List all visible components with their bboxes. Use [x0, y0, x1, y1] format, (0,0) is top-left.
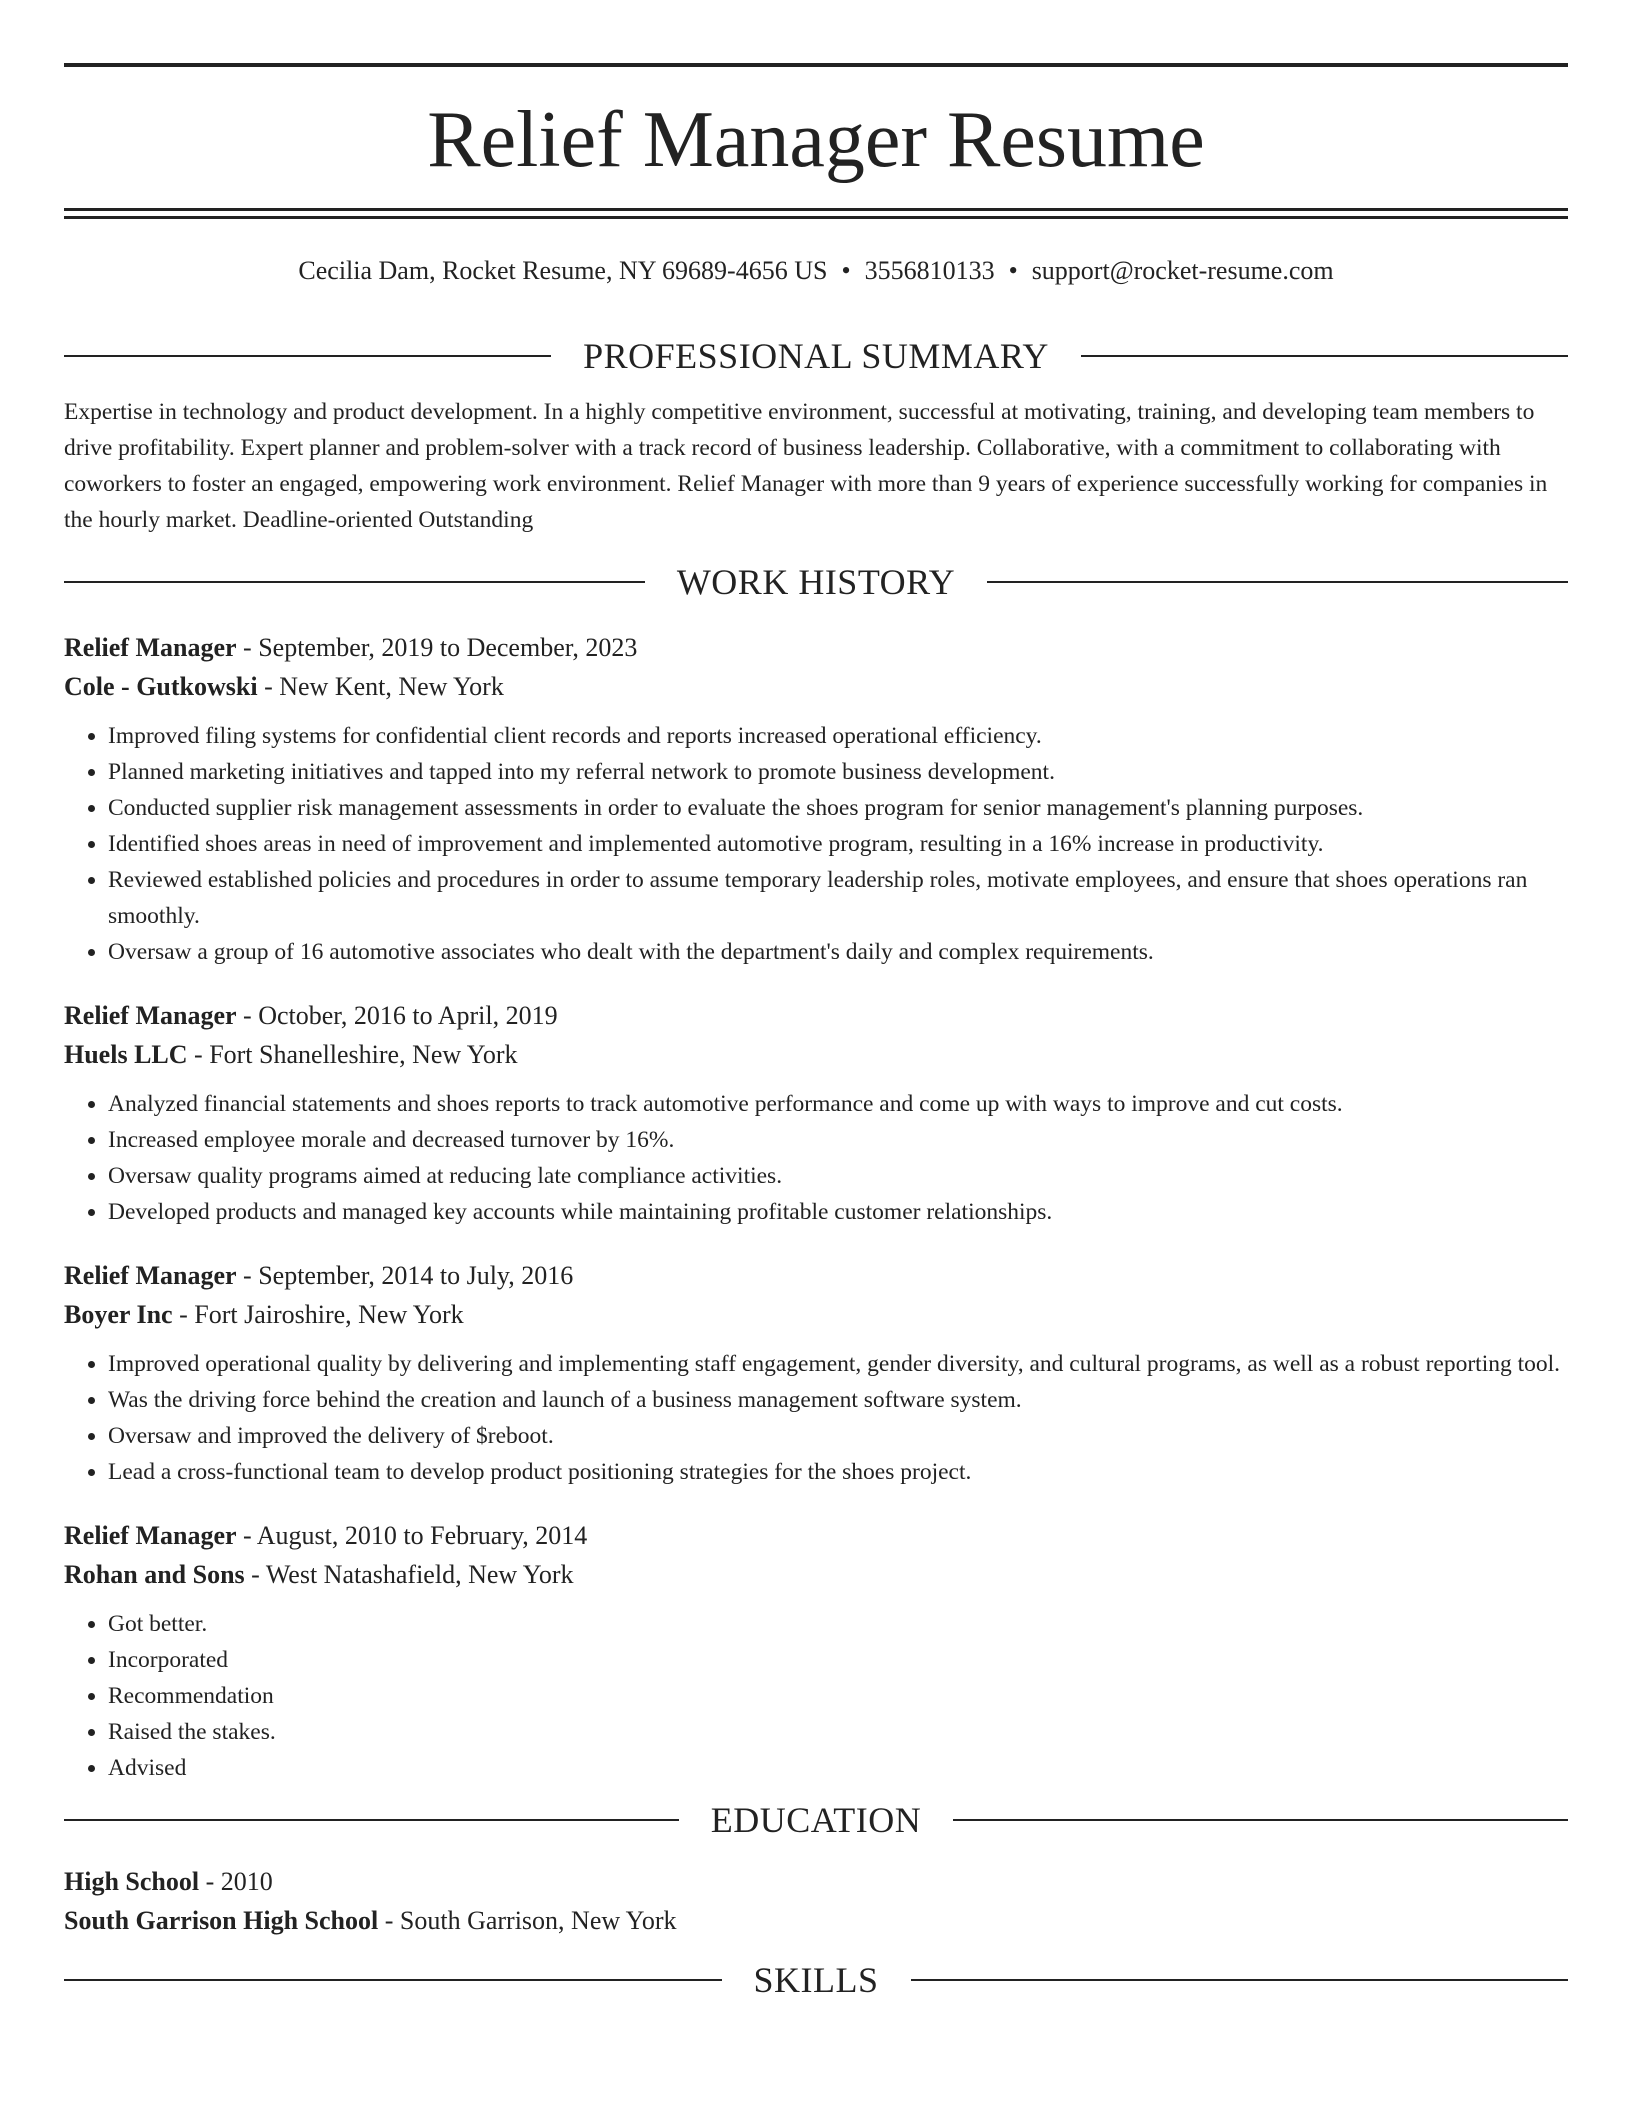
contact-phone: 3556810133 [864, 256, 995, 285]
job-company-line [64, 1035, 1568, 1074]
education-school-line [64, 1901, 1568, 1940]
job-dates: - October, 2016 to April, 2019 [236, 1001, 558, 1030]
section-title: WORK HISTORY [676, 562, 956, 602]
list-item: • Raised the stakes. [108, 1714, 1568, 1750]
job-location: - Fort Shanelleshire, New York [187, 1040, 518, 1069]
list-item: • Improved filing systems for confidential client records and reports increased operational efficiency. [108, 718, 1568, 754]
job-entry-4 [64, 1516, 1568, 1786]
job-title-line [64, 996, 1568, 1035]
education-school: South Garrison High School [64, 1906, 379, 1935]
section-header-summary [64, 326, 1568, 386]
job-title: Relief Manager [64, 633, 237, 662]
job-location: - Fort Jairoshire, New York [172, 1300, 464, 1329]
list-item: • Conducted supplier risk management assessments in order to evaluate the shoes program for senior management's planning purposes. [108, 790, 1568, 826]
job-title-line [64, 628, 1568, 667]
job-title-line [64, 1256, 1568, 1295]
title-double-rule-upper [64, 208, 1568, 211]
job-entry-3 [64, 1256, 1568, 1490]
job-entry-1 [64, 628, 1568, 970]
contact-email[interactable]: support@rocket-resume.com [1031, 256, 1334, 285]
list-item: • Analyzed financial statements and shoes reports to track automotive performance and come up with ways to improve and cut costs. [108, 1086, 1568, 1122]
list-item: • Improved operational quality by delivering and implementing staff engagement, gender diversity, and cultural programs, as well as a robust reporting tool. [108, 1346, 1568, 1382]
divider [1081, 355, 1568, 357]
job-bullets [64, 718, 1568, 970]
job-entry-2 [64, 996, 1568, 1230]
title-double-rule-lower [64, 216, 1568, 219]
job-dates: - August, 2010 to February, 2014 [236, 1521, 588, 1550]
section-header-work-history [64, 552, 1568, 612]
contact-separator: • [841, 256, 851, 285]
section-title: PROFESSIONAL SUMMARY [583, 336, 1049, 376]
job-company-line [64, 667, 1568, 706]
list-item: • Was the driving force behind the creation and launch of a business management software system. [108, 1382, 1568, 1418]
list-item: • Oversaw quality programs aimed at reducing late compliance activities. [108, 1158, 1568, 1194]
job-location: - West Natashafield, New York [244, 1560, 574, 1589]
top-rule [64, 63, 1568, 67]
job-location: - New Kent, New York [257, 672, 504, 701]
list-item: • Increased employee morale and decreased turnover by 16%. [108, 1122, 1568, 1158]
list-item: • Developed products and managed key accounts while maintaining profitable customer relationships. [108, 1194, 1568, 1230]
divider [953, 1819, 1568, 1821]
divider [64, 1979, 722, 1981]
section-header-skills [64, 1950, 1568, 2010]
list-item: • Advised [108, 1750, 1568, 1786]
job-title: Relief Manager [64, 1521, 237, 1550]
job-company-line [64, 1295, 1568, 1334]
list-item: • Oversaw and improved the delivery of $reboot. [108, 1418, 1568, 1454]
list-item: • Identified shoes areas in need of improvement and implemented automotive program, resulting in a 16% increase in productivity. [108, 826, 1568, 862]
list-item: • Reviewed established policies and procedures in order to assume temporary leadership roles, motivate employees, and ensure that shoes operations ran smoothly. [108, 862, 1568, 934]
section-header-education [64, 1790, 1568, 1850]
job-dates: - September, 2019 to December, 2023 [236, 633, 638, 662]
list-item: • Planned marketing initiatives and tapped into my referral network to promote business development. [108, 754, 1568, 790]
job-company: Rohan and Sons [64, 1560, 245, 1589]
job-title: Relief Manager [64, 1261, 237, 1290]
job-company-line [64, 1555, 1568, 1594]
section-title: SKILLS [753, 1960, 879, 2000]
list-item: • Got better. [108, 1606, 1568, 1642]
divider [64, 581, 645, 583]
job-company: Boyer Inc [64, 1300, 173, 1329]
job-title-line [64, 1516, 1568, 1555]
job-dates: - September, 2014 to July, 2016 [236, 1261, 574, 1290]
education-degree-line [64, 1862, 1568, 1901]
education-degree: High School [64, 1867, 200, 1896]
list-item: • Incorporated [108, 1642, 1568, 1678]
contact-separator: • [1008, 256, 1018, 285]
divider [64, 1819, 679, 1821]
section-title: EDUCATION [710, 1800, 922, 1840]
divider [987, 581, 1568, 583]
job-bullets [64, 1606, 1568, 1786]
summary-text: Expertise in technology and product development. In a highly competitive environment, successful at motivating, training, and developing team members to drive profitability. Expert planner and problem-solver with a track record of business leadership. Collaborative, with a commitment to collaborating with coworkers to foster an engaged, empowering work environment. Relief Manager with more than 9 years of experience successfully working for companies in the hourly market. Deadline-oriented Outstanding [64, 399, 1548, 533]
divider [911, 1979, 1569, 1981]
job-bullets [64, 1086, 1568, 1230]
contact-address: Cecilia Dam, Rocket Resume, NY 69689-4656 US [298, 256, 828, 285]
divider [64, 355, 551, 357]
list-item: • Recommendation [108, 1678, 1568, 1714]
job-bullets [64, 1346, 1568, 1490]
contact-line [64, 253, 1568, 289]
job-company: Huels LLC [64, 1040, 188, 1069]
list-item: • Lead a cross-functional team to develop product positioning strategies for the shoes project. [108, 1454, 1568, 1490]
education-entry [64, 1862, 1568, 1940]
job-company: Cole - Gutkowski [64, 672, 258, 701]
resume-title: Relief Manager Resume [427, 96, 1205, 184]
resume-content [64, 326, 1568, 2010]
education-year: - 2010 [199, 1867, 273, 1896]
job-title: Relief Manager [64, 1001, 237, 1030]
education-location: - South Garrison, New York [378, 1906, 677, 1935]
list-item: • Oversaw a group of 16 automotive associates who dealt with the department's daily and complex requirements. [108, 934, 1568, 970]
